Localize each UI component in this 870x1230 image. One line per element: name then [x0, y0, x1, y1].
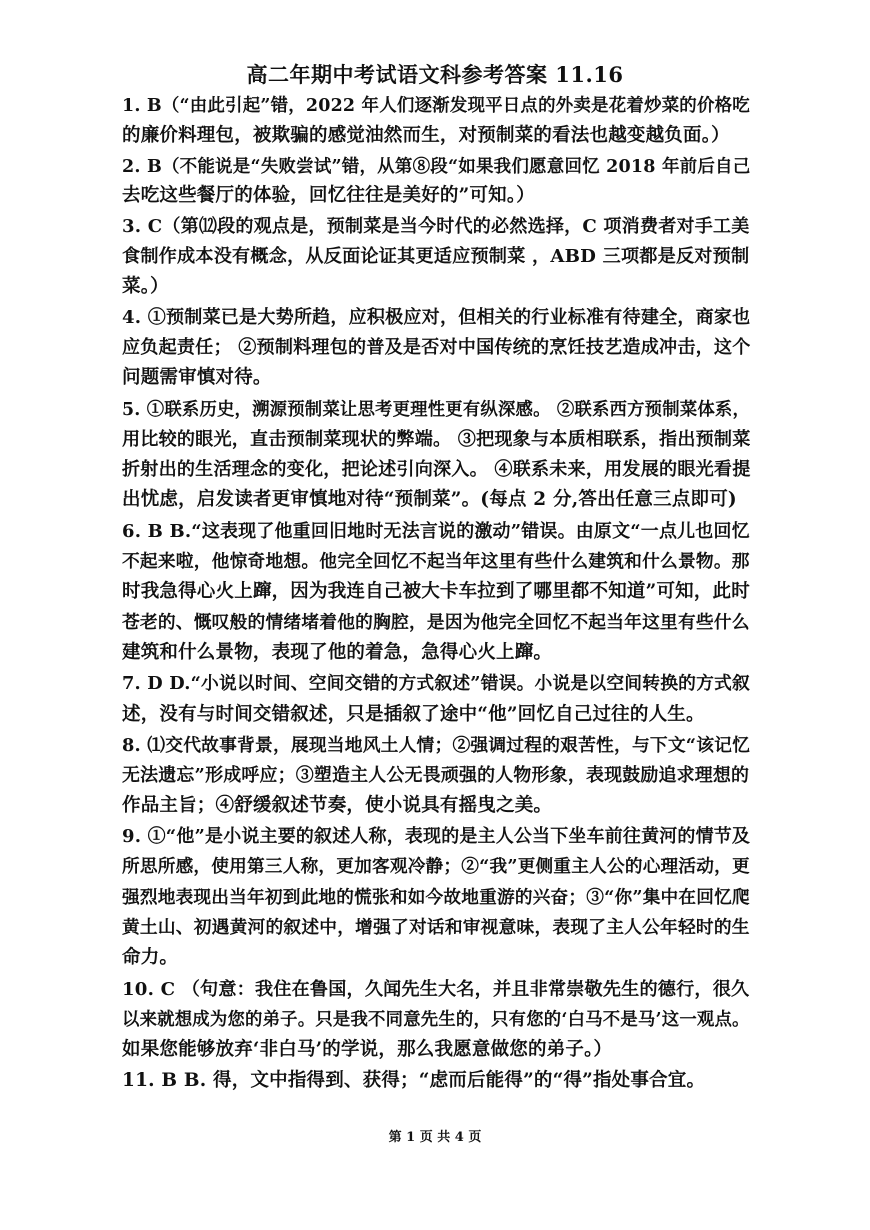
- answer-line: 强烈地表现出当年初到此地的慌张和如今故地重游的兴奋；③“你”集中在回忆爬: [122, 887, 750, 908]
- answer-line: 述，没有与时间交错叙述，只是插叙了途中“他”回忆自己过往的人生。: [122, 704, 705, 725]
- answer-line: 用比较的眼光，直击预制菜现状的弊端。 ③把现象与本质相联系，指出预制菜: [122, 429, 751, 450]
- answer-line: 应负起责任； ②预制料理包的普及是否对中国传统的烹饪技艺造成冲击，这个: [122, 337, 751, 358]
- answer-line: 5. ①联系历史，溯源预制菜让思考更理性更有纵深感。 ②联系西方预制菜体系，: [122, 400, 751, 420]
- answer-line: 不起来啦，他惊奇地想。他完全回忆不起当年这里有些什么建筑和什么景物。那: [122, 551, 750, 572]
- answer-line: 以来就想成为您的弟子。只是我不同意先生的，只有您的‘白马不是马’这一观点。: [122, 1010, 750, 1030]
- answer-line: 的廉价料理包，被欺骗的感觉油然而生，对预制菜的看法也越变越负面。）: [122, 125, 730, 146]
- answer-line: 菜。）: [122, 276, 169, 297]
- answer-line: 苍老的、慨叹般的情绪堵着他的胸腔，是因为他完全回忆不起当年这里有些什么: [122, 612, 750, 633]
- answer-line: 时我急得心火上蹿，因为我连自己被大卡车拉到了哪里都不知道”可知，此时: [122, 581, 750, 602]
- answer-line: 命力。: [122, 947, 179, 968]
- answer-line: 8. ⑴交代故事背景，展现当地风土人情；②强调过程的艰苦性，与下文“该记忆: [122, 735, 751, 756]
- page-title: 高二年期中考试语文科参考答案 11.16: [246, 62, 624, 87]
- answer-line: 2. B（不能说是“失败尝试”错，从第⑧段“如果我们愿意回忆 2018 年前后自己: [122, 157, 751, 177]
- answer-line: 作品主旨；④舒缓叙述节奏，使小说具有摇曳之美。: [122, 795, 553, 816]
- answer-line: 3. C（第⑿段的观点是，预制菜是当今时代的必然选择，C 项消费者对手工美: [122, 216, 750, 237]
- answer-line: 11. B B. 得，文中指得到、获得；“虑而后能得”的“得”指处事合宜。: [122, 1070, 706, 1091]
- answer-line: 6. B B.“这表现了他重回旧地时无法言说的激动”错误。由原文“一点儿也回忆: [122, 521, 750, 542]
- answer-line: 所思所感，使用第三人称，更加客观冷静；②“我”更侧重主人公的心理活动，更: [122, 856, 750, 877]
- answer-line: 去吃这些餐厅的体验，回忆往往是美好的”可知。）: [122, 185, 535, 206]
- answer-line: 4. ①预制菜已是大势所趋，应积极应对，但相关的行业标准有待建全，商家也: [122, 307, 751, 328]
- answer-line: 7. D D.“小说以时间、空间交错的方式叙述”错误。小说是以空间转换的方式叙: [122, 673, 750, 694]
- answer-line: 出忧虑，启发读者更审慎地对待“预制菜”。(每点 2 分,答出任意三点即可): [122, 489, 737, 510]
- answer-line: 10. C （句意：我住在鲁国，久闻先生大名，并且非常崇敬先生的德行，很久: [122, 979, 750, 1000]
- answer-line: 问题需审慎对待。: [122, 367, 272, 388]
- answer-line: 无法遗忘”形成呼应；③塑造主人公无畏顽强的人物形象，表现鼓励追求理想的: [122, 765, 750, 786]
- answer-line: 如果您能够放弃‘非白马’的学说，那么我愿意做您的弟子。）: [122, 1039, 613, 1060]
- answer-line: 9. ①“他”是小说主要的叙述人称，表现的是主人公当下坐车前往黄河的情节及: [122, 826, 751, 847]
- page-number-footer: 第 1 页 共 4 页: [388, 1130, 482, 1145]
- answer-line: 食制作成本没有概念，从反面论证其更适应预制菜 ，ABD 三项都是反对预制: [122, 246, 750, 267]
- answer-line: 黄土山、初遇黄河的叙述中，增强了对话和审视意味，表现了主人公年轻时的生: [122, 917, 750, 938]
- answer-line: 折射出的生活理念的变化，把论述引向深入。 ④联系未来，用发展的眼光看提: [122, 459, 751, 480]
- answer-line: 1. B（“由此引起”错，2022 年人们逐渐发现平日点的外卖是花着炒菜的价格吃: [122, 96, 750, 116]
- answer-line: 建筑和什么景物，表现了他的着急，急得心火上蹿。: [122, 642, 553, 663]
